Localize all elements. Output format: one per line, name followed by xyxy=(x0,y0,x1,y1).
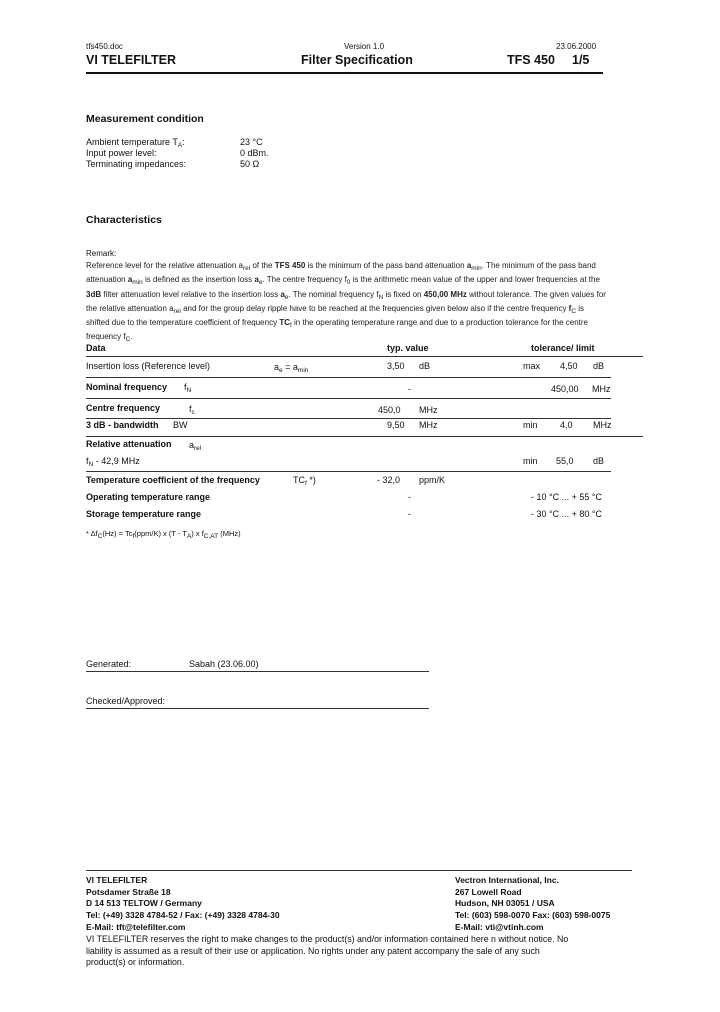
row-tol-unit-bandwidth: MHz xyxy=(593,420,612,430)
row-tol-nominal: 450,00 xyxy=(551,384,579,394)
row-sublabel-relatt: $f_N - 42,9$ MHz xyxy=(86,456,140,468)
footer-address-right xyxy=(455,875,610,934)
row-tol-kind-insertion: max xyxy=(523,361,541,371)
disclaimer-line: product(s) or information. xyxy=(86,957,185,968)
row-tol-bandwidth: 4,0 xyxy=(560,420,573,430)
measurement-value-temp: 23 °C xyxy=(240,137,263,147)
row-typ-centre: 450,0 xyxy=(378,405,401,415)
row-symbol-nominal: $f_N$ xyxy=(184,382,192,394)
footer-left-line: Tel: (+49) 3328 4784-52 / Fax: (+49) 3328 4784-30 xyxy=(86,910,280,921)
row-symbol-bandwidth: BW xyxy=(173,420,188,430)
row-typ-stortemp: - xyxy=(408,509,411,519)
measurement-value-power: 0 dBm. xyxy=(240,148,269,158)
row-tol-stortemp: - 30 °C ... + 80 °C xyxy=(531,509,602,519)
remark-line: attenuation $a_{min}$ is defined as the insertion loss $a_e$. The centre frequency $f_0$ is the arithmetic mean value of the upper and lower frequencies at the xyxy=(86,275,600,287)
row-divider xyxy=(86,398,611,399)
row-tol-optemp: - 10 °C ... + 55 °C xyxy=(531,492,602,502)
row-typ-tc: - 32,0 xyxy=(377,475,401,485)
checked-signature-line xyxy=(86,708,429,709)
row-label-optemp: Operating temperature range xyxy=(86,492,211,502)
row-symbol-relatt: $a_{rel}$ xyxy=(189,440,202,452)
measurement-label-power: Input power level: xyxy=(86,148,157,158)
remark-line: frequency $f_C$. xyxy=(86,332,133,344)
row-label-tc: Temperature coefficient of the frequency xyxy=(86,475,260,485)
row-typ-nominal: - xyxy=(408,384,411,394)
footer-right-line: Vectron International, Inc. xyxy=(455,875,559,885)
row-typ-bandwidth: 9,50 xyxy=(387,420,405,430)
col-header-data: Data xyxy=(86,343,106,353)
row-divider xyxy=(86,377,611,378)
remark-line: the relative attenuation $a_{rel}$ and for the group delay ripple have to be reached at the frequencies given below also if the centre frequency $f_C$ is xyxy=(86,303,585,315)
row-tol-insertion: 4,50 xyxy=(560,361,578,371)
row-typ-insertion: 3,50 xyxy=(387,361,405,371)
footer-right-line: Tel: (603) 598-0070 Fax: (603) 598-0075 xyxy=(455,910,611,921)
row-tol-kind-relatt: min xyxy=(523,456,538,466)
footer-right-line: E-Mail: vti@vtinh.com xyxy=(455,921,544,932)
row-typ-optemp: - xyxy=(408,492,411,502)
measurement-label-temp: Ambient temperature $T_A$: xyxy=(86,137,185,149)
row-symbol-insertion: $a_e = a_{min}$ xyxy=(274,362,309,374)
row-label-centre: Centre frequency xyxy=(86,403,161,413)
row-tol-unit-nominal: MHz xyxy=(592,384,611,394)
generated-value: Sabah (23.06.00) xyxy=(189,659,259,669)
remark-line: Reference level for the relative attenuation $a_{rel}$ of the TFS 450 is the minimum of the pass band attenuation $a_{min}$. The minimum of the pass band xyxy=(86,261,596,272)
measurement-value-impedance: 50 Ω xyxy=(240,159,260,169)
row-label-bandwidth: 3 dB - bandwidth xyxy=(86,420,159,430)
footer-left-line: VI TELEFILTER xyxy=(86,875,148,885)
row-tol-kind-bandwidth: min xyxy=(523,420,538,430)
row-symbol-centre: $f_c$ xyxy=(189,404,195,416)
disclaimer-line: VI TELEFILTER reserves the right to make changes to the product(s) and/or information contained here n without notice. No xyxy=(86,934,569,944)
row-divider xyxy=(86,471,611,472)
row-typ-unit-bandwidth: MHz xyxy=(419,420,438,430)
remark-text xyxy=(86,260,636,346)
row-typ-unit-insertion: dB xyxy=(419,361,431,371)
company-name: VI TELEFILTER xyxy=(86,53,177,67)
footer-divider xyxy=(86,870,632,871)
row-divider xyxy=(86,418,611,419)
footer-right-line: 267 Lowell Road xyxy=(455,886,522,897)
footer-left-line: E-Mail: tft@telefilter.com xyxy=(86,921,186,932)
page-number: 1/5 xyxy=(572,53,590,67)
doc-title: Filter Specification xyxy=(301,53,413,67)
row-label-nominal: Nominal frequency xyxy=(86,382,168,392)
doc-date: 23.06.2000 xyxy=(556,42,597,51)
table-header-line xyxy=(86,356,643,357)
measurement-label-impedance: Terminating impedances: xyxy=(86,159,187,169)
footer-address-left xyxy=(86,875,280,934)
footer-left-line: D 14 513 TELTOW / Germany xyxy=(86,898,202,909)
row-tol-unit-insertion: dB xyxy=(593,361,605,371)
row-tol-unit-relatt: dB xyxy=(593,456,605,466)
remark-label: Remark: xyxy=(86,249,117,258)
row-label-insertion: Insertion loss (Reference level) xyxy=(86,361,211,371)
remark-line: shifted due to the temperature coefficient of frequency $TC_f$ in the operating temperature range and due to a production tolerance for the centre xyxy=(86,318,588,330)
checked-label: Checked/Approved: xyxy=(86,696,166,706)
footer-disclaimer xyxy=(86,934,568,969)
footer-right-line: Hudson, NH 03051 / USA xyxy=(455,898,555,909)
doc-filename: tfs450.doc xyxy=(86,42,123,51)
generated-label: Generated: xyxy=(86,659,132,669)
row-typ-unit-tc: ppm/K xyxy=(419,475,446,485)
col-header-typ: typ. value xyxy=(387,343,429,353)
row-symbol-tc: $TC_f$ *) xyxy=(293,475,316,487)
row-label-stortemp: Storage temperature range xyxy=(86,509,202,519)
footer-left-line: Potsdamer Straße 18 xyxy=(86,886,171,897)
doc-version: Version 1.0 xyxy=(344,42,385,51)
row-typ-unit-centre: MHz xyxy=(419,405,438,415)
characteristics-heading: Characteristics xyxy=(86,214,162,226)
part-number: TFS 450 xyxy=(507,53,555,67)
row-label-relatt: Relative attenuation xyxy=(86,439,172,449)
col-header-tolerance: tolerance/ limit xyxy=(531,343,595,353)
generated-signature-line xyxy=(86,671,429,672)
row-tol-relatt: 55,0 xyxy=(556,456,574,466)
table-footnote: * $\Delta f_C(Hz) = Tc_f(ppm/K)$ x $(T - T_A)$ x $f_{C,AT}$ (MHz) xyxy=(86,529,241,540)
measurement-heading: Measurement condition xyxy=(86,113,204,125)
remark-line: 3dB filter attenuation level relative to the insertion loss $a_e$. The nominal frequency $f_N$ is fixed on 450,00 MHz without tolerance. The given values for xyxy=(86,289,606,301)
disclaimer-line: liability is assumed as a result of their use or application. No rights under any patent accompany the sale of any such xyxy=(86,945,540,956)
row-divider xyxy=(86,436,643,437)
header-divider xyxy=(86,72,603,74)
